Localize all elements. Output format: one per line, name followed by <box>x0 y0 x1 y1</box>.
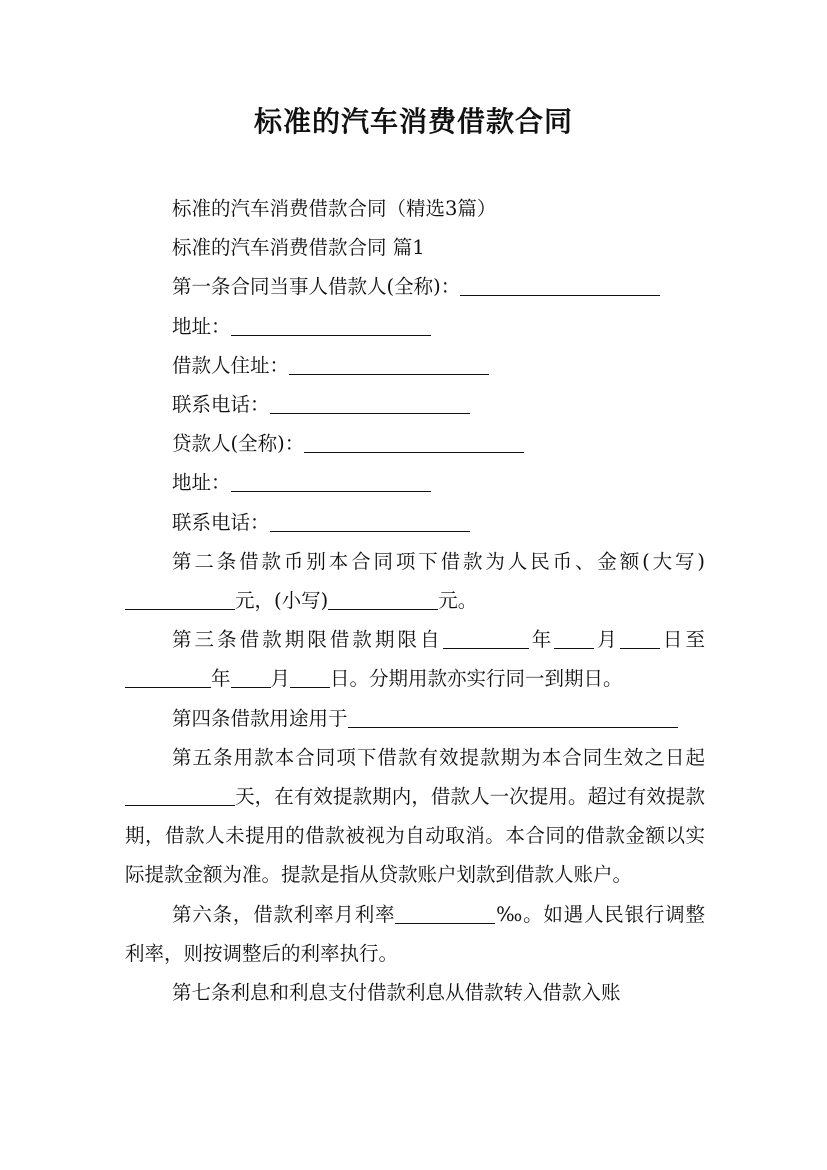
article-2 <box>125 542 705 620</box>
article-5 <box>125 738 705 895</box>
lender-phone-blank <box>270 511 470 532</box>
lender-address-line <box>125 463 705 502</box>
document-title: 标准的汽车消费借款合同 <box>253 105 573 138</box>
month-unit: 月 <box>594 628 620 652</box>
purpose-blank <box>348 707 678 728</box>
address-label: 地址： <box>172 471 231 495</box>
residence-blank <box>289 354 489 375</box>
day-to-text: 日至 <box>659 628 705 652</box>
article-5-text: 第五条用款本合同项下借款有效提款期为本合同生效之日起 <box>172 745 705 769</box>
article-4-text: 第四条借款用途用于 <box>172 706 348 730</box>
start-day-blank <box>620 629 660 650</box>
article-2-mid: 元，(小写) <box>235 589 329 613</box>
article-3-text: 第三条借款期限借款期限自 <box>172 628 443 652</box>
lender-phone-line <box>125 503 705 542</box>
borrower-address-line <box>125 307 705 346</box>
article-4 <box>125 699 705 738</box>
article-3 <box>125 620 705 698</box>
amount-capital-blank <box>125 590 235 611</box>
section-heading: 标准的汽车消费借款合同 篇1 <box>172 236 425 260</box>
year-unit: 年 <box>211 667 231 691</box>
article-2-text: 第二条借款币别本合同项下借款为人民币、金额(大写) <box>172 549 705 573</box>
phone-label: 联系电话： <box>172 393 270 417</box>
article-7-text: 第七条利息和利息支付借款利息从借款转入借款入账 <box>172 981 621 1005</box>
article-6-text: 第六条，借款利率月利率 <box>172 902 396 926</box>
borrower-address-blank <box>231 315 431 336</box>
borrower-line <box>125 267 705 306</box>
borrower-name-blank <box>460 276 660 297</box>
residence-line <box>125 346 705 385</box>
amount-numeric-blank <box>328 590 438 611</box>
year-unit: 年 <box>528 628 555 652</box>
borrower-label: 第一条合同当事人借款人(全称)： <box>172 275 461 299</box>
article-5-rest: 天，在有效提款期内，借款人一次提用。超过有效提款期，借款人未提用的借款被视为自动取消。本合同的借款金额以实际提款金额为准。提款是指从贷款账户划款到借款人账户。 <box>125 785 705 887</box>
end-year-blank <box>125 668 211 689</box>
start-month-blank <box>554 629 594 650</box>
document-body <box>125 189 705 1012</box>
month-unit: 月 <box>270 667 291 691</box>
lender-name-blank <box>304 433 524 454</box>
residence-label: 借款人住址： <box>172 353 290 377</box>
article-2-end: 元。 <box>438 589 478 613</box>
lender-label: 贷款人(全称)： <box>172 432 305 456</box>
lender-line <box>125 424 705 463</box>
start-year-blank <box>443 629 529 650</box>
end-day-blank <box>290 668 330 689</box>
lender-address-blank <box>231 472 431 493</box>
article-7 <box>125 973 705 1012</box>
borrower-phone-line <box>125 385 705 424</box>
article-6-rest: ‰。如遇人民银行调整利率，则按调整后的利率执行。 <box>125 902 705 965</box>
days-blank <box>125 786 235 807</box>
article-3-end: 日。分期用款亦实行同一到期日。 <box>330 667 623 691</box>
phone-label: 联系电话： <box>172 510 270 534</box>
subtitle: 标准的汽车消费借款合同（精选3篇） <box>172 197 497 220</box>
article-6 <box>125 895 705 973</box>
end-month-blank <box>231 668 271 689</box>
interest-rate-blank <box>395 903 495 924</box>
address-label: 地址： <box>172 314 231 338</box>
borrower-phone-blank <box>270 394 470 415</box>
